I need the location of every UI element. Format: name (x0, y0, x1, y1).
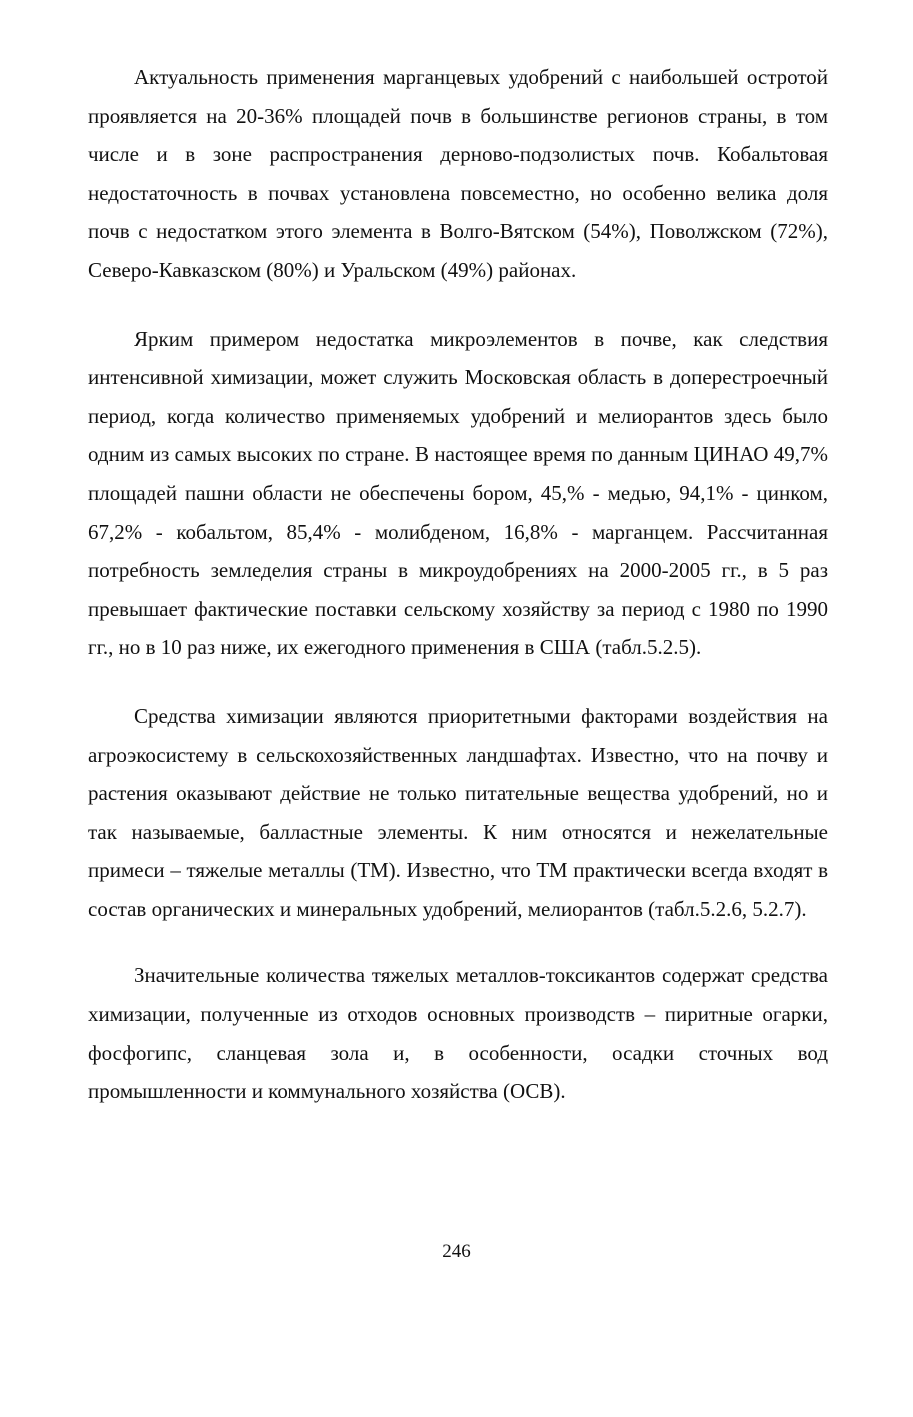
page-number: 246 (442, 1241, 471, 1262)
paragraph-chemicalization-factors: Средства химизации являются приоритетными факторами воздействия на агроэкосистему в сельскохозяйственных ландшафтах. Известно, что на почву и растения оказывают действие не только питательные вещества удобрений, но и так называемые, балластные элементы. К ним относятся и нежелательные примеси – тяжелые металлы (ТМ). Известно, что ТМ практически всегда входят в состав органических и минеральных удобрений, мелиорантов (табл.5.2.6, 5.2.7). (88, 703, 828, 921)
paragraph-toxicant-sources: Значительные количества тяжелых металлов-токсикантов содержат средства химизации, полученные из отходов основных производств – пиритные огарки, фосфогипс, сланцевая зола и, в особенности, осадки сточных вод промышленности и коммунального хозяйства (ОСВ). (88, 963, 828, 1104)
body-text (88, 58, 828, 1111)
paragraph-manganese-cobalt: Актуальность применения марганцевых удобрений с наибольшей остротой проявляется на 20-36% площадей почв в большинстве регионов страны, в том числе и в зоне распространения дерново-подзолистых почв. Кобальтовая недостаточность в почвах установлена повсеместно, но особенно велика доля почв с недостатком этого элемента в Волго-Вятском (54%), Поволжском (72%), Северо-Кавказском (80%) и Уральском (49%) районах. (88, 65, 828, 282)
paragraph-moscow-region: Ярким примером недостатка микроэлементов в почве, как следствия интенсивной химизации, может служить Московская область в доперестроечный период, когда количество применяемых удобрений и мелиорантов здесь было одним из самых высоких по стране. В настоящее время по данным ЦИНАО 49,7% площадей пашни области не обеспечены бором, 45,% - медью, 94,1% - цинком, 67,2% - кобальтом, 85,4% - молибденом, 16,8% - марганцем. Рассчитанная потребность земледелия страны в микроудобрениях на 2000-2005 гг., в 5 раз превышает фактические поставки сельскому хозяйству за период с 1980 по 1990 гг., но в 10 раз ниже, их ежегодного применения в США (табл.5.2.5). (88, 326, 828, 660)
